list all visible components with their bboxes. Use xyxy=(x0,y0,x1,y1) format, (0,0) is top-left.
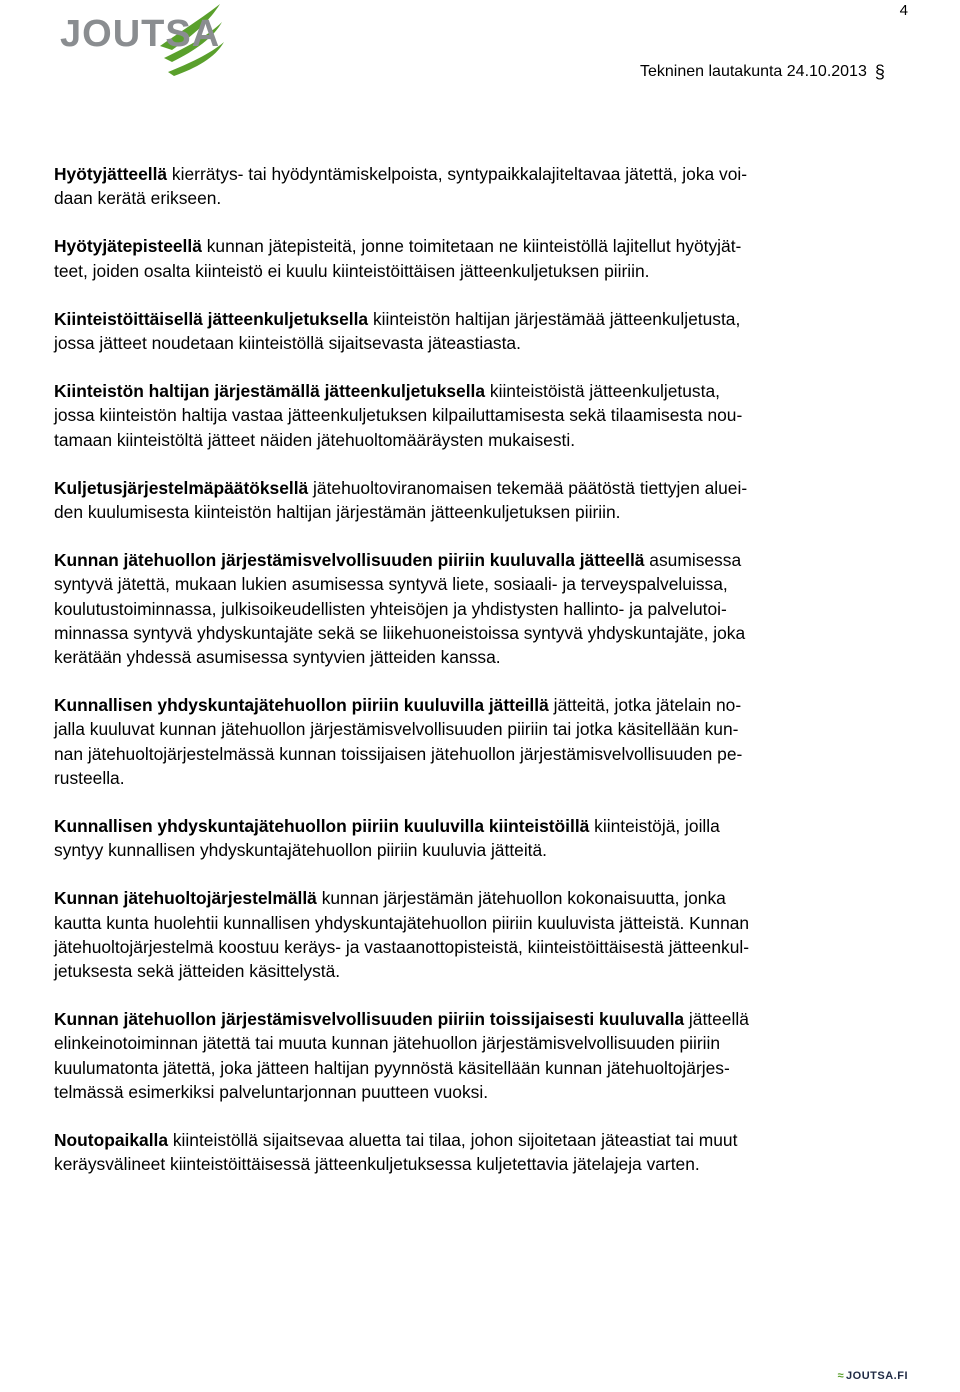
meeting-header xyxy=(640,60,885,81)
section-mark-icon: § xyxy=(874,62,885,82)
meeting-title: Tekninen lautakunta 24.10.2013 xyxy=(640,63,867,80)
definition-term: Kunnallisen yhdyskuntajätehuollon piiriin kuuluvilla kiinteistöillä xyxy=(54,816,590,837)
footer-logo xyxy=(838,1370,909,1382)
footer-logo-text: JOUTSA.FI xyxy=(846,1370,908,1382)
definition-text: kunnan järjestämän jätehuollon kokonaisuutta, jonka kautta kunta huolehtii kunnallisen yhdyskuntajätehuollon piiriin kuuluvista jätteistä. Kunnan jätehuoltojärjestelmä koostuu keräys- ja vastaanottopisteistä, kiinteistöittäisestä jätteenkul- jetuksesta sekä jätteiden käsittelystä. xyxy=(54,888,750,982)
definition-paragraph xyxy=(54,476,914,524)
definition-paragraph xyxy=(54,234,914,282)
definition-paragraph xyxy=(54,548,914,669)
swan-mark-icon: ≈ xyxy=(837,1370,845,1382)
definition-paragraph xyxy=(54,1128,914,1176)
definition-text: kierrätys- tai hyödyntämiskelpoista, syntypaikkalajiteltavaa jätettä, joka voi- daan kerätä erikseen. xyxy=(54,164,748,209)
definition-term: Kiinteistön haltijan järjestämällä jätteenkuljetuksella xyxy=(54,381,486,402)
definition-paragraph xyxy=(54,379,914,452)
definition-text: kiinteistöjä, joilla syntyy kunnallisen yhdyskuntajätehuollon piiriin kuuluvia jätteitä. xyxy=(54,816,720,861)
definition-paragraph xyxy=(54,814,914,862)
definition-term: Kunnan jätehuollon järjestämisvelvollisuuden piiriin kuuluvalla jätteellä xyxy=(54,550,645,571)
definition-term: Hyötyjätepisteellä xyxy=(54,236,202,257)
joutsa-logo xyxy=(60,2,230,84)
definition-text: kiinteistöistä jätteenkuljetusta, jossa kiinteistön haltija vastaa jätteenkuljetuksen kilpailuttamisesta sekä tilaamisesta nou- tamaan kiinteistöltä jätteet näiden jätehuoltomääräysten mukaisesti. xyxy=(54,381,743,450)
page-number: 4 xyxy=(899,2,908,19)
definition-paragraph xyxy=(54,693,914,790)
logo-wordmark: JOUTSA xyxy=(60,13,221,55)
definitions-list xyxy=(54,162,914,1201)
definition-text: kiinteistöllä sijaitsevaa aluetta tai tilaa, johon sijoitetaan jäteastiat tai muut keräysvälineet kiinteistöittäisessä jätteenkuljetuksessa kuljetettavia jätelajeja varten. xyxy=(54,1130,738,1175)
definition-term: Kunnallisen yhdyskuntajätehuollon piiriin kuuluvilla jätteillä xyxy=(54,695,549,716)
definition-term: Hyötyjätteellä xyxy=(54,164,168,184)
definition-term: Kuljetusjärjestelmäpäätöksellä xyxy=(54,477,309,498)
definition-text: kunnan jätepisteitä, jonne toimitetaan ne kiinteistöllä lajitellut hyötyjät- teet, joiden osalta kiinteistö ei kuulu kiinteistöittäisen jätteenkuljetuksen piiriin. xyxy=(54,236,742,281)
definition-text: jätteellä elinkeinotoiminnan jätettä tai muuta kunnan jätehuollon järjestämisvelvollisuuden piiriin kuulumatonta jätettä, joka jätteen haltijan pyynnöstä käsitellään kunnan jätehuoltojärjes- telmässä esimerkiksi palveluntarjonnan puutteen vuoksi. xyxy=(54,1009,749,1102)
definition-term: Noutopaikalla xyxy=(54,1130,169,1151)
definition-text: jätehuoltoviranomaisen tekemää päätöstä tiettyjen aluei- den kuulumisesta kiinteistön haltijan järjestämän jätteenkuljetuksen piiriin. xyxy=(54,477,748,523)
definition-term: Kiinteistöittäisellä jätteenkuljetuksella xyxy=(54,308,369,329)
definition-paragraph xyxy=(54,1007,914,1104)
definition-text: asumisessa syntyvä jätettä, mukaan lukien asumisessa syntyvä liete, sosiaali- ja terveyspalveluissa, koulutustoiminnassa, julkisoikeudellisten yhteisöjen ja yhdistysten hallinto- ja palvelutoi- minnassa syntyvä yhdyskuntajäte sekä se liikehuoneistoissa syntyvä yhdyskuntajäte, joka kerätään yhdessä asumisessa syntyvien jätteiden kanssa. xyxy=(54,550,746,668)
swan-wing-logo-icon xyxy=(60,2,230,84)
definition-term: Kunnan jätehuollon järjestämisvelvollisuuden piiriin toissijaisesti kuuluvalla xyxy=(54,1009,685,1030)
definition-paragraph xyxy=(54,886,914,983)
definition-term: Kunnan jätehuoltojärjestelmällä xyxy=(54,888,317,909)
definition-paragraph xyxy=(54,162,914,210)
definition-text: jätteitä, jotka jätelain no- jalla kuuluvat kunnan jätehuollon järjestämisvelvollisuuden piiriin tai jotka käsitellään kun- nan jätehuoltojärjestelmässä kunnan toissijaisen jätehuollon järjestämisvelvollisuuden pe- rusteella. xyxy=(54,695,743,788)
definition-text: kiinteistön haltijan järjestämää jätteenkuljetusta, jossa jätteet noudetaan kiinteistöllä sijaitsevasta jäteastiasta. xyxy=(54,308,741,354)
definition-paragraph xyxy=(54,307,914,355)
